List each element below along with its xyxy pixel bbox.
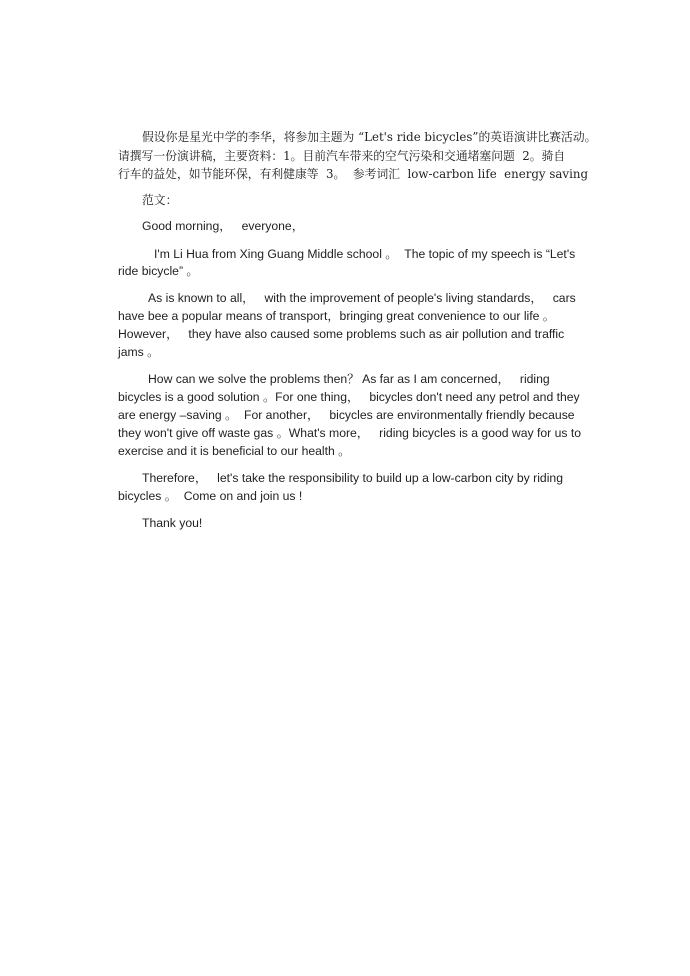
paragraph-line: How can we solve the problems then？ As far as I am concerned， riding [148,372,550,386]
paragraph-line: have bee a popular means of transport，bringing great convenience to our life 。 [118,309,555,323]
paragraph-line: they won't give off waste gas 。What's more， riding bicycles is a good way for us to [118,426,582,440]
intro-line: ride bicycle” 。 [118,264,199,278]
paragraph-line: bicycles is a good solution 。For one thing， bicycles don't need any petrol and they [118,390,580,404]
paragraph-line: As is known to all， with the improvement of people's living standards， cars [148,291,576,305]
paragraph-line: Therefore， let's take the responsibility to build up a low-carbon city by riding [142,471,563,485]
prompt-line: 假设你是星光中学的李华，将参加主题为 “Let's ride bicycles”的英语演讲比赛活动。 [142,130,597,144]
prompt-line: 请撰写一份演讲稿，主要资料：1。目前汽车带来的空气污染和交通堵塞问题 2。骑自 [118,149,566,163]
paragraph-line: exercise and it is beneficial to our health 。 [118,444,351,458]
greeting: Good morning， everyone， [142,219,304,233]
paragraph-line: are energy –saving 。 For another， bicycles are environmentally friendly because [118,408,575,422]
sample-label: 范文： [142,193,178,207]
paragraph-line: bicycles 。 Come on and join us ! [118,489,303,503]
intro-line: I'm Li Hua from Xing Guang Middle school 。 The topic of my speech is “Let's [154,247,576,261]
prompt-line: 行车的益处，如节能环保，有利健康等 3。 参考词汇 low-carbon life energy saving [118,167,589,181]
closing: Thank you! [142,516,203,530]
paragraph-line: However， they have also caused some problems such as air pollution and traffic [118,327,565,341]
paragraph-line: jams 。 [118,345,160,359]
